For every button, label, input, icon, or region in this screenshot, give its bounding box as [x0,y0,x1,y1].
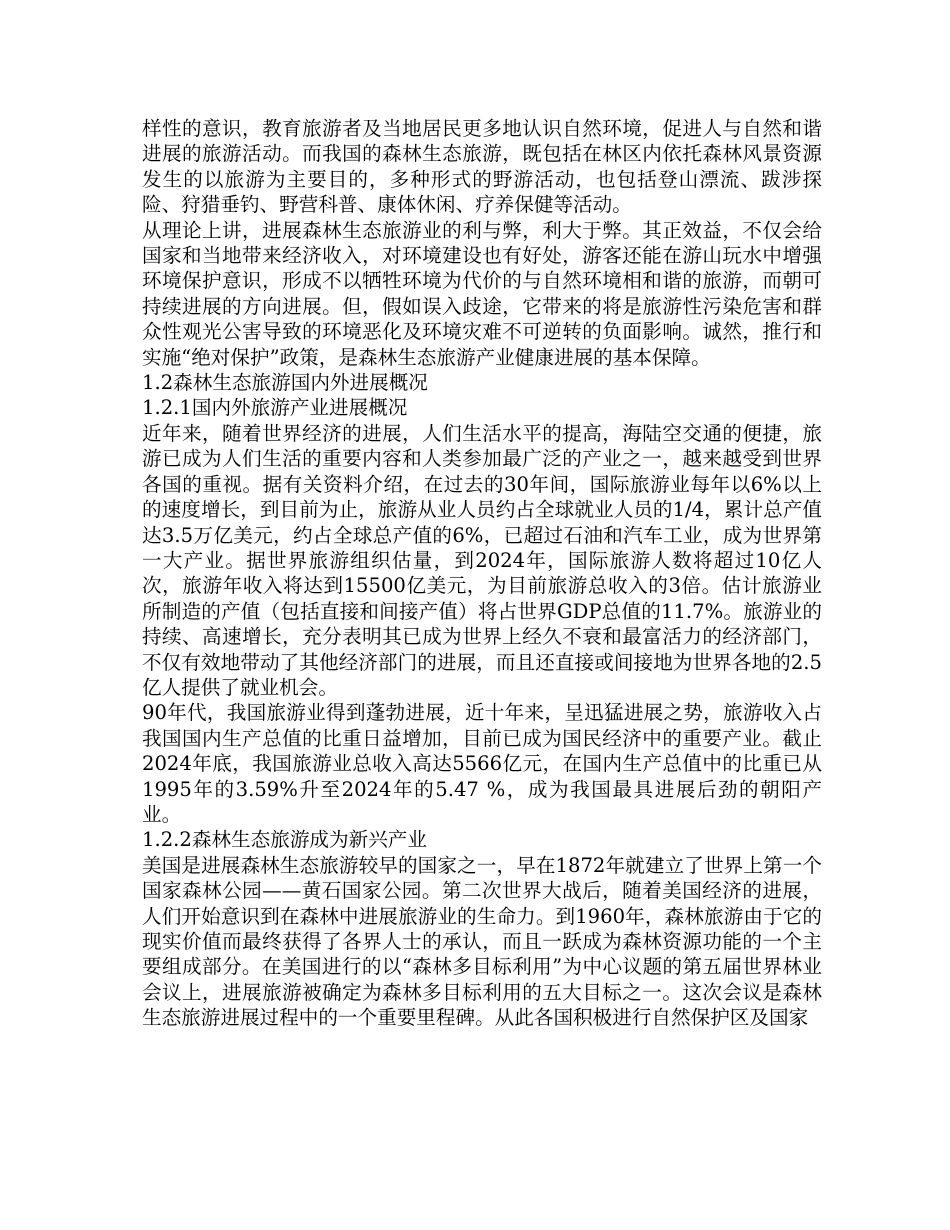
body-paragraph: 近年来，随着世界经济的进展，人们生活水平的提高，海陆空交通的便捷，旅游已成为人们生活的重要内容和人类参加最广泛的产业之一，越来越受到世界各国的重视。据有关资料介绍，在过去的30年间，国际旅游业每年以6%以上的速度增长，到目前为止，旅游从业人员约占全球就业人员的1/4，累计总产值达3.5万亿美元，约占全球总产值的6%，已超过石油和汽车工业，成为世界第一大产业。据世界旅游组织估量，到2024年，国际旅游人数将超过10亿人次，旅游年收入将达到15500亿美元，为目前旅游总收入的3倍。估计旅游业所制造的产值（包括直接和间接产值）将占世界GDP总值的11.7%。旅游业的持续、高速增长，充分表明其已成为世界上经久不衰和最富活力的经济部门，不仅有效地带动了其他经济部门的进展，而且还直接或间接地为世界各地的2.5亿人提供了就业机会。 [142,421,822,699]
body-paragraph: 从理论上讲，进展森林生态旅游业的利与弊，利大于弊。其正效益，不仅会给国家和当地带来经济收入，对环境建设也有好处，游客还能在游山玩水中增强环境保护意识，形成不以牺牲环境为代价的与自然环境相和谐的旅游，而朝可持续进展的方向进展。但，假如误入歧途，它带来的将是旅游性污染危害和群众性观光公害导致的环境恶化及环境灾难不可逆转的负面影响。诚然，推行和实施“绝对保护”政策，是森林生态旅游产业健康进展的基本保障。 [142,218,822,369]
body-paragraph: 美国是进展森林生态旅游较早的国家之一，早在1872年就建立了世界上第一个国家森林公园——黄石国家公园。第二次世界大战后，随着美国经济的进展，人们开始意识到在森林中进展旅游业的生命力。到1960年，森林旅游由于它的现实价值而最终获得了各界人士的承认，而且一跃成为森林资源功能的一个主要组成部分。在美国进行的以“森林多目标利用”为中心议题的第五届世界林业会议上，进展旅游被确定为森林多目标利用的五大目标之一。这次会议是森林生态旅游进展过程中的一个重要里程碑。从此各国积极进行自然保护区及国家 [142,853,822,1030]
subsection-heading: 1.2.2森林生态旅游成为新兴产业 [142,828,427,852]
section-heading: 1.2森林生态旅游国内外进展概况 [142,371,428,395]
subsection-heading: 1.2.1国内外旅游产业进展概况 [142,396,408,420]
document-page [142,116,822,1031]
body-paragraph: 样性的意识，教育旅游者及当地居民更多地认识自然环境，促进人与自然和谐进展的旅游活动。而我国的森林生态旅游，既包括在林区内依托森林风景资源发生的以旅游为主要目的，多种形式的野游活动，也包括登山漂流、跋涉探险、狩猎垂钓、野营科普、康体休闲、疗养保健等活动。 [142,117,822,217]
body-paragraph: 90年代，我国旅游业得到蓬勃进展，近十年来，呈迅猛进展之势，旅游收入占我国国内生产总值的比重日益增加，目前已成为国民经济中的重要产业。截止2024年底，我国旅游业总收入高达5566亿元，在国内生产总值中的比重已从1995年的3.59%升至2024年的5.47 %，成为我国最具进展后劲的朝阳产业。 [142,701,822,826]
